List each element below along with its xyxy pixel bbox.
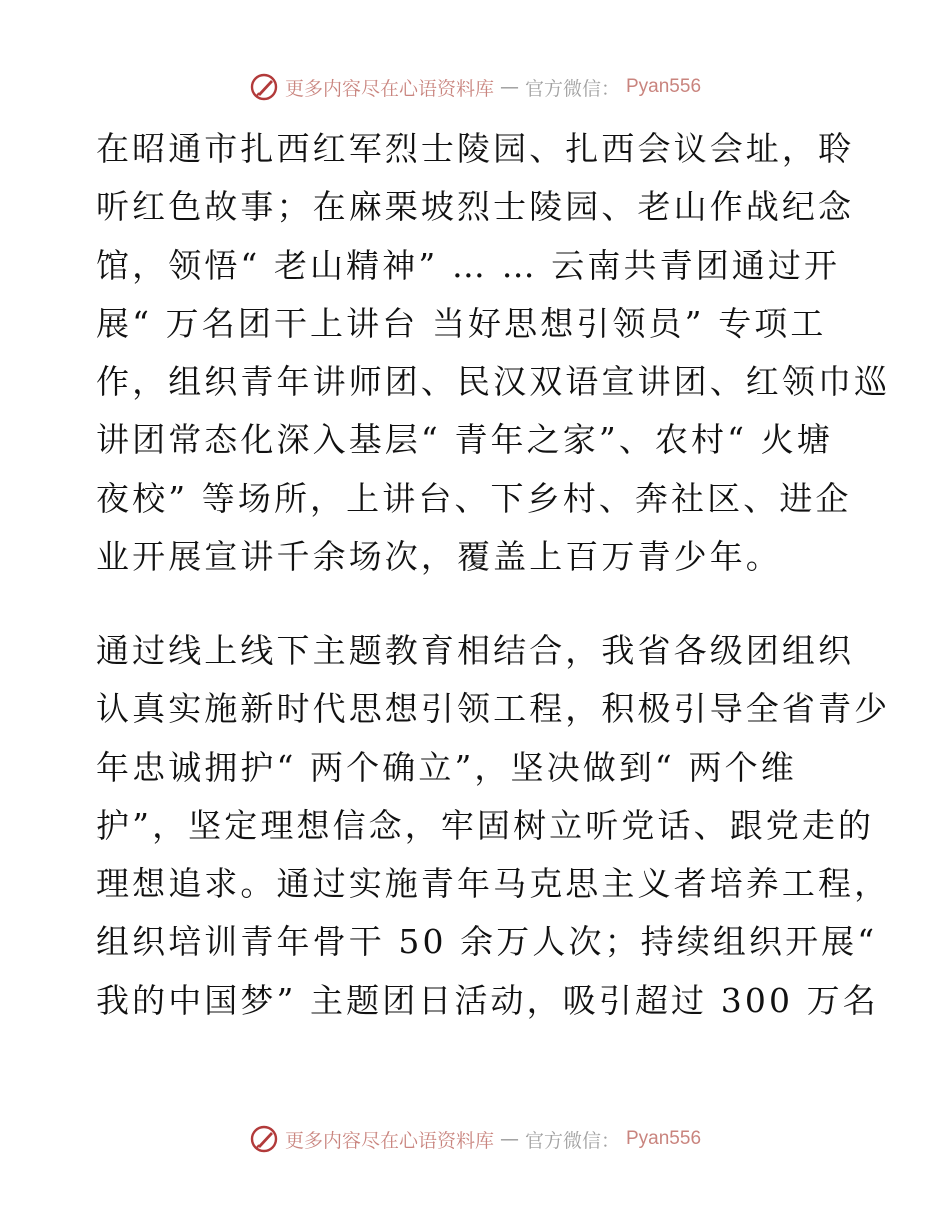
watermark-wechat-id: Pyan556 <box>626 76 702 97</box>
text-line: 展“ 万名团干上讲台 当好思想引领员” 专项工 <box>96 303 827 343</box>
text-line: 通过线上线下主题教育相结合，我省各级团组织 <box>96 631 855 670</box>
text-line: 护”，坚定理想信念，牢固树立听党话、跟党走的 <box>96 805 875 845</box>
text-line: 夜校” 等场所，上讲台、下乡村、奔社区、进企 <box>96 478 852 518</box>
text-line: 理想追求。通过实施青年马克思主义者培养工程， <box>96 864 891 904</box>
paragraph-2 <box>96 622 891 1030</box>
text-line: 作，组织青年讲师团、民汉双语宣讲团、红领巾巡 <box>96 362 891 402</box>
document-body <box>96 120 891 1030</box>
text-line: 馆，领悟“ 老山精神” … … 云南共青团通过开 <box>96 245 841 285</box>
watermark-wechat-id: Pyan556 <box>626 1128 702 1149</box>
text-line: 听红色故事；在麻栗坡烈士陵园、老山作战纪念 <box>96 187 855 227</box>
feather-pen-logo-icon <box>249 72 279 102</box>
watermark-title: 更多内容尽在心语资料库 <box>284 1129 494 1152</box>
watermark-separator: — <box>499 76 519 98</box>
feather-pen-logo-icon <box>249 1124 279 1154</box>
watermark-footer <box>0 1124 950 1154</box>
text-line: 我的中国梦” 主题团日活动，吸引超过 300 万名 <box>96 980 879 1020</box>
text-line: 年忠诚拥护“ 两个确立”，坚决做到“ 两个维 <box>96 747 797 787</box>
watermark-official-label: 官方微信： <box>524 77 620 100</box>
text-line: 在昭通市扎西红军烈士陵园、扎西会议会址，聆 <box>96 129 855 168</box>
paragraph-1 <box>96 120 891 586</box>
text-line: 业开展宣讲千余场次，覆盖上百万青少年。 <box>96 537 782 577</box>
text-line: 认真实施新时代思想引领工程，积极引导全省青少 <box>96 689 891 729</box>
watermark-title: 更多内容尽在心语资料库 <box>284 77 494 100</box>
text-line: 讲团常态化深入基层“ 青年之家”、农村“ 火塘 <box>96 420 833 460</box>
watermark-separator: — <box>499 1128 519 1150</box>
watermark-official-label: 官方微信： <box>524 1129 620 1152</box>
text-line: 组织培训青年骨干 50 余万人次；持续组织开展“ <box>96 922 878 962</box>
watermark-header <box>0 72 950 102</box>
